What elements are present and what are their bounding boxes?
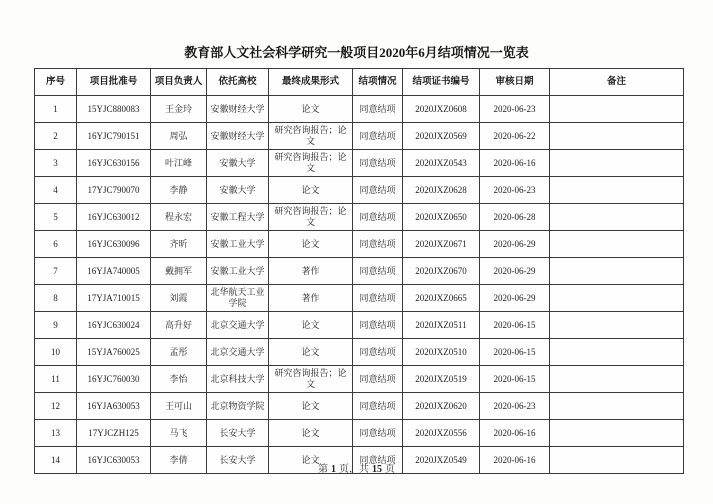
- cell-seq: 1: [35, 96, 77, 123]
- cell-review-date: 2020-06-16: [480, 420, 550, 447]
- cell-review-date: 2020-06-23: [480, 177, 550, 204]
- table-row: [35, 231, 684, 258]
- cell-output-form: 研究咨询报告；论文: [269, 366, 353, 393]
- cell-university: 安徽工程大学: [207, 204, 269, 231]
- page-indicator-suffix: 页: [385, 464, 395, 475]
- table-row: [35, 366, 684, 393]
- cell-leader: 戴拥军: [151, 258, 207, 285]
- column-header-leader: 项目负责人: [151, 69, 207, 96]
- column-header-output-form: 最终成果形式: [269, 69, 353, 96]
- cell-cert-no: 2020JXZ0620: [403, 393, 480, 420]
- cell-status: 同意结项: [353, 204, 403, 231]
- cell-cert-no: 2020JXZ0556: [403, 420, 480, 447]
- cell-output-form: 著作: [269, 285, 353, 312]
- cell-review-date: 2020-06-15: [480, 312, 550, 339]
- cell-approval-no: 16YJC760030: [77, 366, 151, 393]
- cell-leader: 叶江峰: [151, 150, 207, 177]
- cell-status: 同意结项: [353, 285, 403, 312]
- column-header-review-date: 审核日期: [480, 69, 550, 96]
- cell-output-form: 著作: [269, 258, 353, 285]
- cell-university: 北京交通大学: [207, 312, 269, 339]
- cell-review-date: 2020-06-29: [480, 231, 550, 258]
- cell-seq: 2: [35, 123, 77, 150]
- cell-seq: 9: [35, 312, 77, 339]
- cell-cert-no: 2020JXZ0665: [403, 285, 480, 312]
- cell-leader: 李怡: [151, 366, 207, 393]
- cell-status: 同意结项: [353, 420, 403, 447]
- cell-cert-no: 2020JXZ0569: [403, 123, 480, 150]
- cell-leader: 马飞: [151, 420, 207, 447]
- cell-remark: [550, 96, 684, 123]
- cell-leader: 王可山: [151, 393, 207, 420]
- table-row: [35, 258, 684, 285]
- cell-review-date: 2020-06-22: [480, 123, 550, 150]
- page-indicator: [0, 460, 713, 475]
- cell-approval-no: 16YJC630053: [77, 447, 151, 474]
- cell-university: 长安大学: [207, 420, 269, 447]
- cell-approval-no: 17YJCZH125: [77, 420, 151, 447]
- cell-leader: 刘霞: [151, 285, 207, 312]
- cell-cert-no: 2020JXZ0671: [403, 231, 480, 258]
- cell-approval-no: 17YJC790070: [77, 177, 151, 204]
- cell-output-form: 论文: [269, 447, 353, 474]
- table-row: [35, 312, 684, 339]
- cell-remark: [550, 204, 684, 231]
- cell-remark: [550, 420, 684, 447]
- cell-remark: [550, 312, 684, 339]
- cell-seq: 13: [35, 420, 77, 447]
- cell-university: 安徽大学: [207, 150, 269, 177]
- cell-cert-no: 2020JXZ0608: [403, 96, 480, 123]
- cell-review-date: 2020-06-23: [480, 393, 550, 420]
- table-row: [35, 393, 684, 420]
- cell-seq: 6: [35, 231, 77, 258]
- cell-review-date: 2020-06-15: [480, 339, 550, 366]
- cell-status: 同意结项: [353, 366, 403, 393]
- cell-approval-no: 16YJC630096: [77, 231, 151, 258]
- cell-output-form: 论文: [269, 312, 353, 339]
- cell-university: 安徽大学: [207, 177, 269, 204]
- cell-approval-no: 15YJA760025: [77, 339, 151, 366]
- cell-output-form: 研究咨询报告；论文: [269, 123, 353, 150]
- cell-cert-no: 2020JXZ0628: [403, 177, 480, 204]
- cell-status: 同意结项: [353, 150, 403, 177]
- cell-output-form: 研究咨询报告；论文: [269, 150, 353, 177]
- cell-seq: 4: [35, 177, 77, 204]
- cell-status: 同意结项: [353, 177, 403, 204]
- cell-seq: 7: [35, 258, 77, 285]
- cell-approval-no: 16YJA740005: [77, 258, 151, 285]
- cell-remark: [550, 393, 684, 420]
- table-row: [35, 285, 684, 312]
- column-header-status: 结项情况: [353, 69, 403, 96]
- cell-status: 同意结项: [353, 231, 403, 258]
- cell-university: 安徽财经大学: [207, 123, 269, 150]
- cell-remark: [550, 258, 684, 285]
- cell-output-form: 论文: [269, 177, 353, 204]
- cell-cert-no: 2020JXZ0511: [403, 312, 480, 339]
- cell-approval-no: 16YJA630053: [77, 393, 151, 420]
- cell-cert-no: 2020JXZ0670: [403, 258, 480, 285]
- cell-approval-no: 16YJC630156: [77, 150, 151, 177]
- cell-seq: 14: [35, 447, 77, 474]
- column-header-cert-no: 结项证书编号: [403, 69, 480, 96]
- cell-review-date: 2020-06-16: [480, 447, 550, 474]
- table-row: [35, 420, 684, 447]
- cell-output-form: 论文: [269, 231, 353, 258]
- cell-status: 同意结项: [353, 312, 403, 339]
- cell-cert-no: 2020JXZ0650: [403, 204, 480, 231]
- table-row: [35, 177, 684, 204]
- cell-cert-no: 2020JXZ0510: [403, 339, 480, 366]
- cell-approval-no: 17YJA710015: [77, 285, 151, 312]
- cell-university: 北京物资学院: [207, 393, 269, 420]
- cell-cert-no: 2020JXZ0519: [403, 366, 480, 393]
- table-row: [35, 96, 684, 123]
- table-row: [35, 150, 684, 177]
- cell-university: 北华航天工业学院: [207, 285, 269, 312]
- page-title: 教育部人文社会科学研究一般项目2020年6月结项情况一览表: [184, 45, 529, 60]
- total-pages: 15: [372, 464, 382, 475]
- cell-output-form: 研究咨询报告；论文: [269, 204, 353, 231]
- cell-status: 同意结项: [353, 393, 403, 420]
- cell-leader: 李倩: [151, 447, 207, 474]
- cell-review-date: 2020-06-23: [480, 96, 550, 123]
- cell-university: 北京交通大学: [207, 339, 269, 366]
- page-indicator-prefix: 第: [318, 464, 328, 475]
- cell-approval-no: 16YJC790151: [77, 123, 151, 150]
- cell-status: 同意结项: [353, 96, 403, 123]
- cell-university: 安徽工业大学: [207, 258, 269, 285]
- column-header-university: 依托高校: [207, 69, 269, 96]
- table-row: [35, 123, 684, 150]
- cell-status: 同意结项: [353, 339, 403, 366]
- cell-seq: 12: [35, 393, 77, 420]
- cell-output-form: 论文: [269, 96, 353, 123]
- cell-status: 同意结项: [353, 447, 403, 474]
- cell-output-form: 论文: [269, 420, 353, 447]
- page-number: 1: [331, 464, 336, 475]
- column-header-approval-no: 项目批准号: [77, 69, 151, 96]
- table-row: [35, 339, 684, 366]
- cell-leader: 孟彤: [151, 339, 207, 366]
- cell-output-form: 论文: [269, 339, 353, 366]
- cell-leader: 齐昕: [151, 231, 207, 258]
- cell-remark: [550, 231, 684, 258]
- cell-review-date: 2020-06-16: [480, 150, 550, 177]
- cell-leader: 程永宏: [151, 204, 207, 231]
- cell-approval-no: 16YJC630024: [77, 312, 151, 339]
- column-header-seq: 序号: [35, 69, 77, 96]
- cell-output-form: 论文: [269, 393, 353, 420]
- cell-cert-no: 2020JXZ0543: [403, 150, 480, 177]
- cell-remark: [550, 339, 684, 366]
- cell-seq: 5: [35, 204, 77, 231]
- cell-seq: 3: [35, 150, 77, 177]
- results-table: [34, 68, 684, 474]
- cell-leader: 周弘: [151, 123, 207, 150]
- cell-leader: 李静: [151, 177, 207, 204]
- table-header-row: [35, 69, 684, 96]
- cell-status: 同意结项: [353, 123, 403, 150]
- cell-status: 同意结项: [353, 258, 403, 285]
- cell-approval-no: 16YJC630012: [77, 204, 151, 231]
- cell-review-date: 2020-06-28: [480, 204, 550, 231]
- cell-review-date: 2020-06-15: [480, 366, 550, 393]
- cell-leader: 王金玲: [151, 96, 207, 123]
- cell-university: 安徽财经大学: [207, 96, 269, 123]
- cell-seq: 10: [35, 339, 77, 366]
- cell-remark: [550, 285, 684, 312]
- cell-remark: [550, 177, 684, 204]
- cell-seq: 8: [35, 285, 77, 312]
- page-indicator-middle: 页，共: [339, 464, 369, 475]
- cell-remark: [550, 123, 684, 150]
- table-row: [35, 204, 684, 231]
- cell-remark: [550, 366, 684, 393]
- cell-review-date: 2020-06-29: [480, 285, 550, 312]
- cell-university: 长安大学: [207, 447, 269, 474]
- cell-leader: 高升好: [151, 312, 207, 339]
- cell-university: 北京科技大学: [207, 366, 269, 393]
- cell-cert-no: 2020JXZ0549: [403, 447, 480, 474]
- cell-seq: 11: [35, 366, 77, 393]
- column-header-remark: 备注: [550, 69, 684, 96]
- cell-review-date: 2020-06-29: [480, 258, 550, 285]
- cell-remark: [550, 150, 684, 177]
- cell-university: 安徽工业大学: [207, 231, 269, 258]
- cell-approval-no: 15YJC880083: [77, 96, 151, 123]
